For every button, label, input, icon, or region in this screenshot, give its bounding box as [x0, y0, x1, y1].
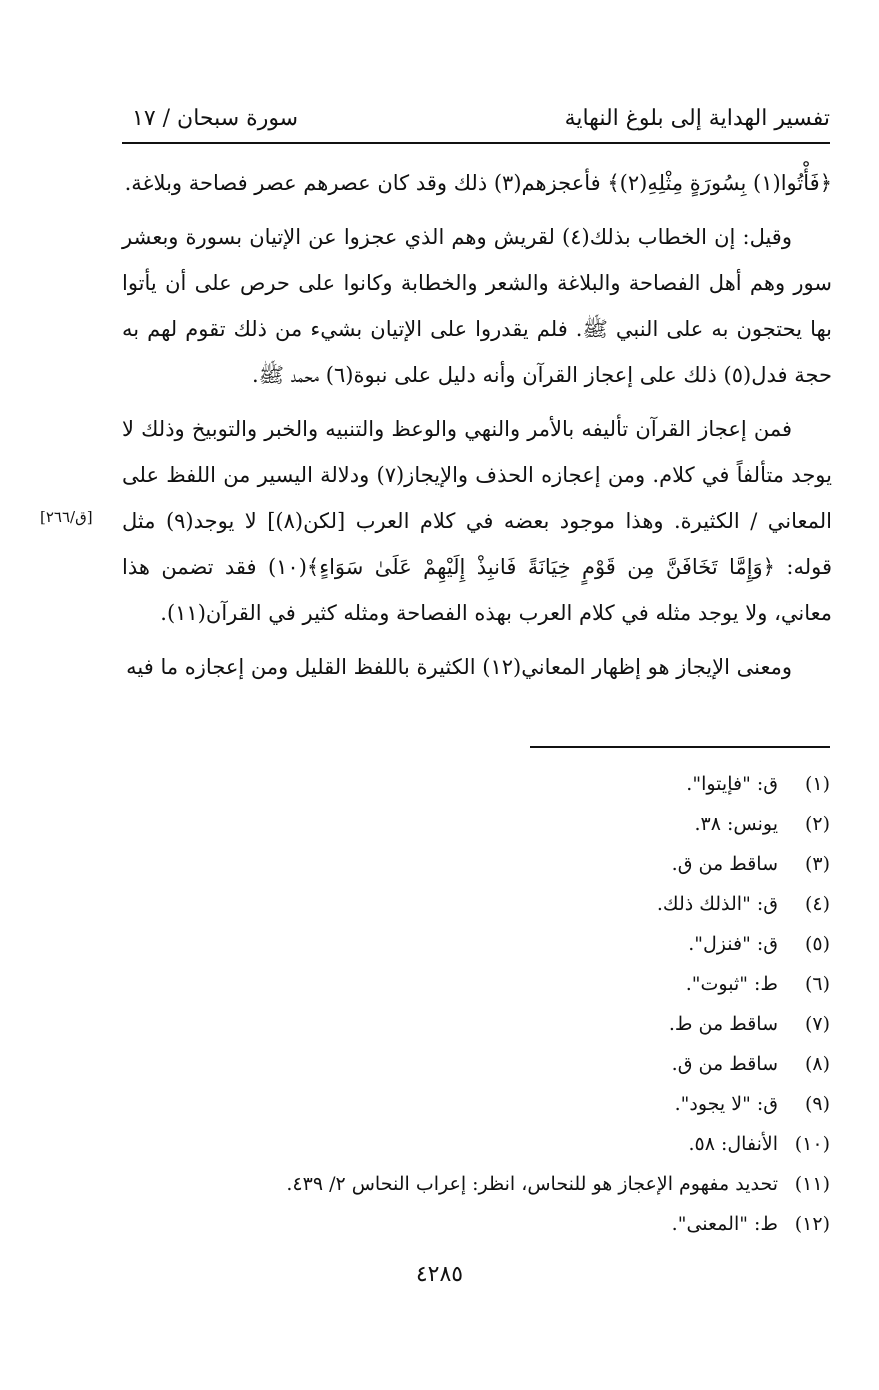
- footnote-number: (٨): [804, 1053, 830, 1075]
- footnote-item: [122, 764, 830, 804]
- footnote-item: [122, 1044, 830, 1084]
- footnotes-list: [122, 764, 830, 1244]
- footnote-text: ق: "فإيتوا".: [686, 773, 778, 795]
- footnote-number: (١٢): [794, 1213, 830, 1235]
- paragraph-2: وقيل: إن الخطاب بذلك(٤) لقريش وهم الذي عجزوا عن الإتيان بسورة وبعشر سور وهم أهل الفصاحة والبلاغة والشعر والخطابة وكانوا على حرص على أن يأتوا بها يحتجون به على النبي ﷺ. فلم يقدروا على الإتيان بشيء من ذلك تقوم لهم به حجة فدل(٥) ذلك على إعجاز القرآن وأنه دليل على نبوة(٦) محمد ﷺ.: [122, 225, 832, 387]
- footnote-number: (٣): [804, 853, 830, 875]
- footnote-text: ط: "ثبوت".: [685, 973, 778, 995]
- footnote-number: (٦): [804, 973, 830, 995]
- footnote-number: (١): [804, 773, 830, 795]
- footnote-text: تحديد مفهوم الإعجاز هو للنحاس، انظر: إعراب النحاس ٢/ ٤٣٩.: [286, 1173, 778, 1195]
- footnote-item: [122, 844, 830, 884]
- footnote-number: (١٠): [794, 1133, 830, 1155]
- footnote-item: [122, 1124, 830, 1164]
- footnote-item: [122, 1204, 830, 1244]
- manuscript-folio-note: [ق/٢٦٦]: [40, 508, 93, 526]
- footnote-text: يونس: ٣٨.: [694, 813, 778, 835]
- main-text: [122, 160, 832, 698]
- footnote-number: (٩): [804, 1093, 830, 1115]
- footnote-text: ساقط من ق.: [671, 853, 778, 875]
- footnote-text: ط: "المعنى".: [671, 1213, 778, 1235]
- footnote-item: [122, 804, 830, 844]
- footnote-text: ساقط من ق.: [671, 1053, 778, 1075]
- footnote-text: ساقط من ط.: [668, 1013, 778, 1035]
- footnote-number: (٧): [804, 1013, 830, 1035]
- footnote-item: [122, 964, 830, 1004]
- surah-page-label: سورة سبحان / ١٧: [132, 106, 299, 131]
- footnote-text: الأنفال: ٥٨.: [688, 1133, 778, 1155]
- footnote-number: (١١): [794, 1173, 830, 1195]
- running-header: [122, 100, 830, 140]
- paragraph-1: ﴿فَأْتُوا(١) بِسُورَةٍ مِثْلِهِ(٢)﴾ فأعجزهم(٣) ذلك وقد كان عصرهم عصر فصاحة وبلاغة.: [124, 171, 832, 195]
- footnote-number: (٤): [804, 893, 830, 915]
- paragraph-4: ومعنى الإيجاز هو إظهار المعاني(١٢) الكثيرة باللفظ القليل ومن إعجازه ما فيه: [126, 655, 792, 679]
- footnote-item: [122, 924, 830, 964]
- footnote-text: ق: "فنزل".: [688, 933, 778, 955]
- footnote-divider: [530, 746, 830, 748]
- book-title: تفسير الهداية إلى بلوغ النهاية: [564, 106, 830, 131]
- footnote-item: [122, 884, 830, 924]
- footnote-number: (٥): [804, 933, 830, 955]
- footnote-text: ق: "لا يجود".: [674, 1093, 778, 1115]
- paragraph-3: فمن إعجاز القرآن تأليفه بالأمر والنهي والوعظ والتنبيه والخبر والتوبيخ وذلك لا يوجد متألفاً في كلام. ومن إعجازه الحذف والإيجاز(٧) ودلالة اليسير من اللفظ على المعاني / الكثيرة. وهذا موجود بعضه في كلام العرب [لكن(٨)] لا يوجد(٩) مثل قوله: ﴿وَإِمَّا تَخَافَنَّ مِن قَوْمٍ خِيَانَةً فَانبِذْ إِلَيْهِمْ عَلَىٰ سَوَاءٍ﴾(١٠) فقد تضمن هذا معاني، ولا يوجد مثله في كلام العرب بهذه الفصاحة ومثله كثير في القرآن(١١).: [122, 417, 832, 625]
- footnote-item: [122, 1164, 830, 1204]
- footnote-text: ق: "الذلك ذلك.: [656, 893, 778, 915]
- page-number: ٤٢٨٥: [415, 1262, 464, 1287]
- footnote-item: [122, 1084, 830, 1124]
- footnote-number: (٢): [804, 813, 830, 835]
- footnote-item: [122, 1004, 830, 1044]
- header-divider: [122, 142, 830, 144]
